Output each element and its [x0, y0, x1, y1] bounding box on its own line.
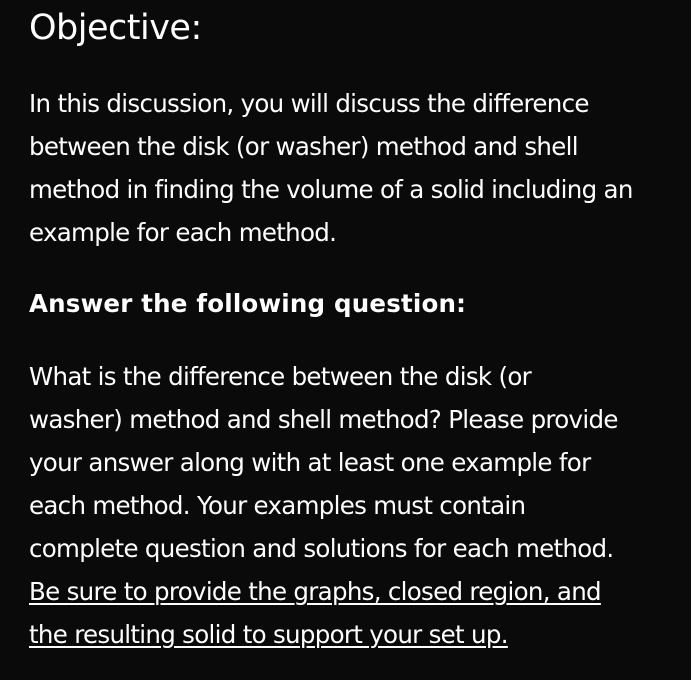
- underlined-instruction-line: the resulting solid to support your set up.: [29, 620, 508, 649]
- question-paragraph: [29, 355, 618, 656]
- intro-line: between the disk (or washer) method and shell: [29, 132, 578, 161]
- underlined-instruction-line: Be sure to provide the graphs, closed region, and: [29, 577, 601, 606]
- page-edge: [691, 0, 700, 684]
- question-line: What is the difference between the disk (or: [29, 362, 532, 391]
- question-line: washer) method and shell method? Please provide: [29, 405, 618, 434]
- intro-line: method in finding the volume of a solid including an: [29, 175, 633, 204]
- question-heading: Answer the following question:: [29, 289, 467, 318]
- question-line: your answer along with at least one example for: [29, 448, 591, 477]
- intro-paragraph: [29, 82, 633, 254]
- page-title: Objective:: [29, 8, 202, 48]
- intro-line: example for each method.: [29, 218, 337, 247]
- question-line: each method. Your examples must contain: [29, 491, 526, 520]
- intro-line: In this discussion, you will discuss the difference: [29, 89, 589, 118]
- question-line: complete question and solutions for each method.: [29, 534, 614, 563]
